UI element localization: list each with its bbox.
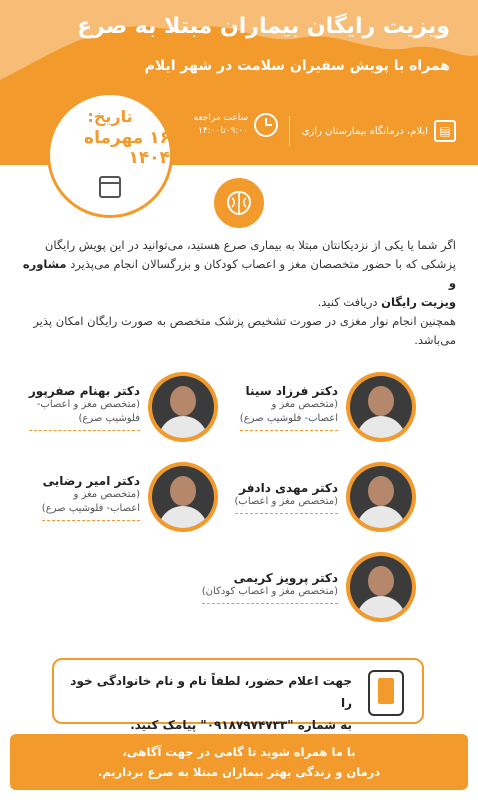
description [22,236,456,350]
doctor-specialty: (متخصص مغز و اعصاب- [36,398,140,410]
desc-line: دریافت کنید. [317,295,382,309]
footer-banner [10,734,468,790]
divider [289,116,290,146]
registration-line: به شماره "۰۹۱۸۷۹۷۴۷۳۳" پیامک کنید. [130,718,352,732]
doctor-specialty: (متخصص مغز و اعصاب) [234,495,338,507]
doctor-name: دکتر بهنام صفرپور [28,383,140,398]
doctor-specialty: (متخصص مغز و اعصاب کودکان) [201,585,338,597]
doctor-specialty: (متخصص مغز و [73,488,140,500]
hospital-icon: ▤ [434,120,456,142]
desc-line: پزشکی که با حضور متخصصان مغز و اعصاب کودکان و بزرگسالان انجام می‌پذیرد [66,257,456,271]
location-info [302,120,456,142]
doctor-card [42,462,218,532]
footer-line: با ما همراه شوید تا گامی در جهت آگاهی، [122,745,356,759]
doctor-photo [346,552,416,622]
page-title: ویزیت رایگان بیماران مبتلا به صرع [77,14,450,39]
time-value: ۰۹:۰۰تا۱۴:۰۰ [198,126,248,136]
desc-highlight: ویزیت رایگان [381,295,456,309]
date-label: تاریخ: [87,107,133,126]
doctor-specialty: فلوشیپ صرع) [78,412,140,424]
doctor-photo [346,462,416,532]
doctor-specialty: اعصاب- فلوشیپ صرع) [41,502,140,514]
doctor-photo [148,462,218,532]
desc-line: همچنین انجام نوار مغزی در صورت تشخیص پزشک متخصص به صورت رایگان امکان پذیر [33,314,456,328]
doctor-name: دکتر فرزاد سینا [245,383,338,398]
phone-icon [368,670,404,716]
desc-line: اگر شما یا یکی از نزدیکانتان مبتلا به بیماری صرع هستید، می‌توانید در این پویش رایگان [44,238,456,252]
doctor-photo [346,372,416,442]
time-info [194,112,278,138]
desc-highlight: مشاوره و [22,257,456,290]
doctor-name: دکتر پرویز کریمی [233,570,338,585]
doctor-name: دکتر مهدی دادفر [239,480,338,495]
doctor-specialty: اعصاب- فلوشیپ صرع) [239,412,338,424]
doctor-specialty: (متخصص مغز و [271,398,338,410]
date-badge [50,95,170,215]
location-text: ایلام، درمانگاه بیمارستان رازی [301,125,428,137]
footer-line: درمان و زندگی بهتر بیماران مبتلا به صرع برداریم. [97,765,381,779]
doctor-card [29,372,218,442]
time-label: ساعت مراجعه [193,113,248,123]
date-value: ۱۶ مهرماه ۱۴۰۴ [84,128,170,168]
registration-line: جهت اعلام حضور، لطفاً نام و نام خانوادگی خود را [70,674,352,710]
clock-icon [254,113,278,137]
doctor-card [240,372,416,442]
brain-icon [214,178,264,228]
doctor-name: دکتر امیر رضایی [42,473,140,488]
doctor-card [202,552,416,622]
registration-box [52,658,424,732]
calendar-icon [99,176,121,198]
desc-line: می‌باشد. [414,333,456,347]
doctor-photo [148,372,218,442]
doctor-card [235,462,417,532]
page-subtitle: همراه با پویش سفیران سلامت در شهر ایلام [144,58,450,74]
